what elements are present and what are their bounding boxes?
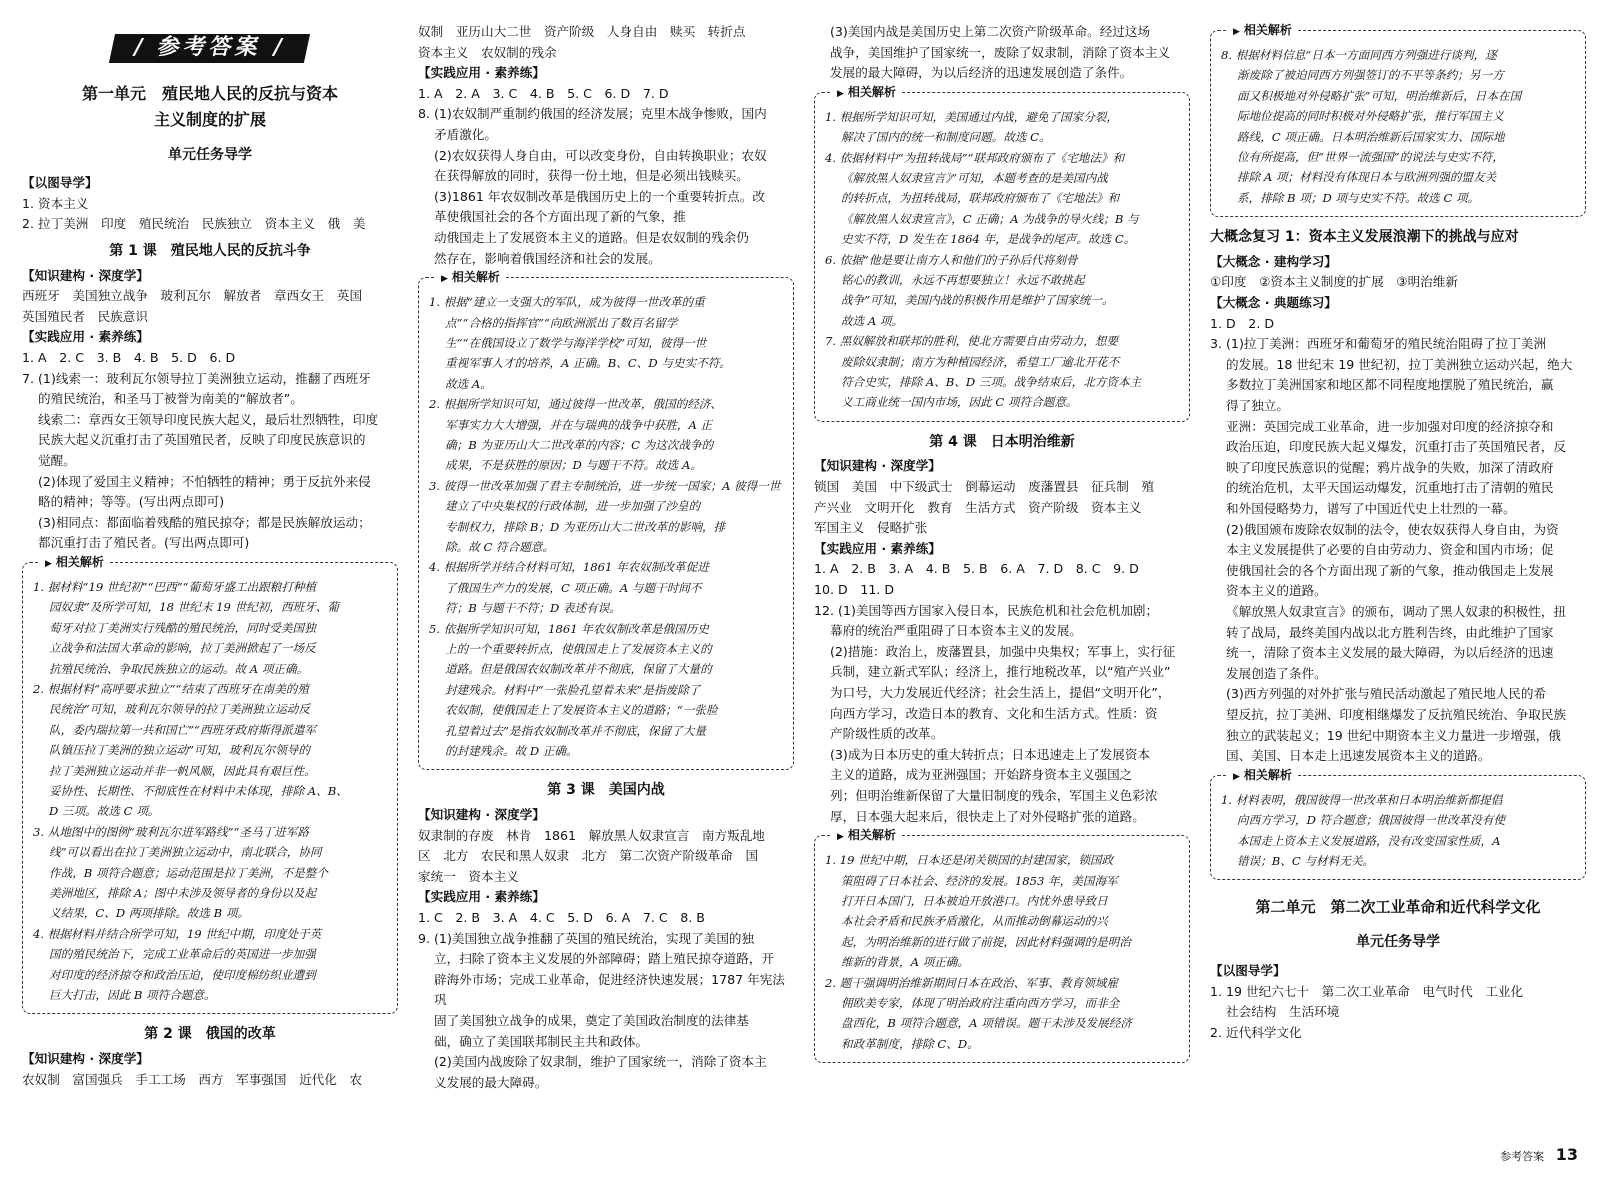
analysis-box: ▶ 相关解析 1. 材料表明，俄国彼得一世改革和日本明治维新都提倡 向西方学习，D 符合题意；俄国彼得一世改革没有使 本国走上资本主义发展道路，没有改变国家性质，A 错误；B、C 与材料无关。: [1210, 775, 1586, 881]
analysis-box: ▶ 相关解析 1. 据材料“19 世纪初”“巴西”“葡萄牙盛工出跟粮打种植 园奴隶”及所学可知，18 世纪末 19 世纪初，西班牙、葡 萄牙对拉丁美洲实行残酷的殖民统治，同时受美国独 立战争和法国大革命的影响，拉丁美洲掀起了一场反 抗殖民统治、争取民族独立的运动。故 A 项正确。 2. 根据材料“高呼要求独立”“结束了西班牙在南美的殖 民统治”可知，玻利瓦尔领导的拉丁美洲独立运动反 队，委内瑞拉第一共和国亡”“西班牙政府斯得派遣军 队镇压拉丁美洲的独立运动”可知，玻利瓦尔领导的 拉丁美洲独立运动并非一帆风顺，因此具有艰巨性。 妥协性、长期性、不彻底性在材料中未体现，排除 A、B、 D 三项。故选 C 项。 3. 从地图中的图例“玻利瓦尔进军路线”“圣马丁进军路 线”可以看出在拉丁美洲独立运动中，南北联合，协同 作战，B 项符合题意；运动范围是拉丁美洲，不是整个 美洲地区，排除 A；图中未涉及领导者的身份以及起 义结果，C、D 两项排除。故选 B 项。 4. 根据材料并结合所学可知，19 世纪中期，印度处于英 国的殖民统治下，完成工业革命后的英国进一步加强 对印度的经济掠夺和政治压迫，使印度棉纺织业遭到 巨大打击，因此 B 项符合题意。: [22, 562, 398, 1015]
section-heading: 【以图导学】: [1210, 962, 1286, 978]
unit-task-title: 单元任务导学: [1356, 934, 1440, 951]
section-heading: 【知识建构 · 深度学】: [814, 458, 941, 474]
section-heading: 【大概念 · 建构学习】: [1210, 253, 1337, 269]
section-heading: 【以图导学】: [22, 175, 98, 191]
analysis-box: ▶ 相关解析 1. 根据所学知识可知，美国通过内战，避免了国家分裂， 解决了国内的统一和制度问题。故选 C。 4. 依据材料中“为扭转战局”“联邦政府颁布了《宅地法》和 《解放黑人奴隶宣言》”可知，本题考查的是美国内战 的转折点，为扭转战局，联邦政府颁布了《宅地法》和 《解放黑人奴隶宣言》，C 正确；A 为战争的导火线；B 与 史实不符，D 发生在 1864 年，是战争的尾声。故选 C。 6. 依据“他是要让南方人和他们的子孙后代将刻骨 铭心的教训，永远不再想要独立！永远不敢挑起 战争”可知，美国内战的积极作用是维护了国家统一。 故选 A 项。 7. 黑奴解放和联邦的胜利，使北方需要自由劳动力，想要 废除奴隶制；南方为种植园经济，希望工厂逾北开花不 符合史实，排除 A、B、D 三项。战争结束后，北方资本主 义工商业统一国内市场，因此 C 项符合题意。: [814, 92, 1190, 422]
unit-title: 第二单元 第二次工业革命和近代科学文化: [1255, 898, 1541, 917]
section-heading: 【知识建构 · 深度学】: [418, 807, 545, 823]
lesson-title: 第 4 课 日本明治维新: [929, 433, 1075, 450]
column-4: ▶ 相关解析 8. 根据材料信息“日本一方面同西方列强进行谈判，逐 渐废除了被迫同西方列强签订的不平等条约；另一方 面又积极地对外侵略扩张”可知，明治维新后，日本在国 际地位提高的同时积极对外侵略扩张，推行军国主义 路线，C 项正确。日本明治维新后国家实力、国际地 位有所提高，但“世界一流强国”的说法与史实不符， 排除 A 项；材料没有体现日本与欧洲列强的盟友关 系，排除 B 项；D 项与史实不符。故选 C 项。 大概念复习 1：资本主义发展浪潮下的挑战与应对 【大概念 · 建构学习】 ①印度 ②资本主义制度的扩展 ③明治维新 【大概念 · 典题练习】 1. D 2. D 3. (1)拉丁美洲：西班牙和葡萄牙的殖民统治阻碍了拉丁美洲 的发展。18 世纪末 19 世纪初，拉丁美洲独立运动兴起，绝大 多数拉丁美洲国家和地区都不同程度地摆脱了殖民统治，赢 得了独立。 亚洲：英国完成工业革命，进一步加强对印度的经济掠夺和 政治压迫，印度民族大起义爆发，沉重打击了英国殖民者，反 映了印度民族意识的觉醒；鸦片战争的失败，加深了清政府 的统治危机，太平天国运动爆发，沉重地打击了清朝的殖民 和外国侵略势力，谱写了中国近代史上壮烈的一幕。 (2)俄国颁布废除农奴制的法令，使农奴获得人身自由，为资 本主义发展提供了必要的自由劳动力、资金和国内市场；促 使俄国社会的各个方面出现了新的气象，推动俄国走上发展 资本主义的道路。 《解放黑人奴隶宣言》的颁布，调动了黑人奴隶的积极性，扭 转了战局，最终美国内战以北方胜利告终，由此维护了国家 统一，清除了资本主义发展的最大障碍，为以后经济的迅速 发展创造了条件。 (3)西方列强的对外扩张与殖民活动激起了殖民地人民的希 望反抗，拉丁美洲、印度相继爆发了反抗殖民统治、争取民族 独立的武装起义；19 世纪中期资本主义力量进一步增强，俄 国、美国、日本走上迅速发展资本主义的道路。 ▶ 相关解析 1. 材料表明，俄国彼得一世改革和日本明治维新都提倡 向西方学习，D 符合题意；俄国彼得一世改革没有使 本国走上资本主义发展道路，没有改变国家性质，A 错误；B、C 与材料无关。 第二单元 第二次工业革命和近代科学文化 单元任务导学 【以图导学】 1. 19 世纪六七十 第二次工业革命 电气时代 工业化 社会结构 生活环境 2. 近代科学文化: [1210, 22, 1586, 1043]
column-1: / 参考答案 / 第一单元 殖民地人民的反抗与资本 主义制度的扩展 单元任务导学 【以图导学】 1. 资本主义 2. 拉丁美洲 印度 殖民统治 民族独立 资本主义 俄 美 第 1 课 殖民地人民的反抗斗争 【知识建构 · 深度学】 西班牙 美国独立战争 玻利瓦尔 解放者 章西女王 英国 英国殖民者 民族意识 【实践应用 · 素养练】 1. A 2. C 3. B 4. B 5. D 6. D 7. (1)线索一：玻利瓦尔领导拉丁美洲独立运动，推翻了西班牙 的殖民统治，和圣马丁被誉为南美的“解放者”。 线索二：章西女王领导印度民族大起义，最后壮烈牺牲，印度 民族大起义沉重打击了英国殖民者，反映了印度民族意识的 觉醒。 (2)体现了爱国主义精神；不怕牺牲的精神；勇于反抗外来侵 略的精神；等等。(写出两点即可) (3)相同点：都面临着残酷的殖民掠夺；都是民族解放运动； 都沉重打击了殖民者。(写出两点即可) ▶ 相关解析 1. 据材料“19 世纪初”“巴西”“葡萄牙盛工出跟粮打种植 园奴隶”及所学可知，18 世纪末 19 世纪初，西班牙、葡 萄牙对拉丁美洲实行残酷的殖民统治，同时受美国独 立战争和法国大革命的影响，拉丁美洲掀起了一场反 抗殖民统治、争取民族独立的运动。故 A 项正确。 2. 根据材料“高呼要求独立”“结束了西班牙在南美的殖 民统治”可知，玻利瓦尔领导的拉丁美洲独立运动反 队，委内瑞拉第一共和国亡”“西班牙政府斯得派遣军 队镇压拉丁美洲的独立运动”可知，玻利瓦尔领导的 拉丁美洲独立运动并非一帆风顺，因此具有艰巨性。 妥协性、长期性、不彻底性在材料中未体现，排除 A、B、 D 三项。故选 C 项。 3. 从地图中的图例“玻利瓦尔进军路线”“圣马丁进军路 线”可以看出在拉丁美洲独立运动中，南北联合，协同 作战，B 项符合题意；运动范围是拉丁美洲，不是整个 美洲地区，排除 A；图中未涉及领导者的身份以及起 义结果，C、D 两项排除。故选 B 项。 4. 根据材料并结合所学可知，19 世纪中期，印度处于英 国的殖民统治下，完成工业革命后的英国进一步加强 对印度的经济掠夺和政治压迫，使印度棉纺织业遭到 巨大打击，因此 B 项符合题意。 第 2 课 俄国的改革 【知识建构 · 深度学】 农奴制 富国强兵 手工工场 西方 军事强国 近代化 农: [22, 22, 398, 1090]
lesson-title: 第 3 课 美国内战: [547, 782, 665, 799]
review-title: 大概念复习 1：资本主义发展浪潮下的挑战与应对: [1210, 229, 1519, 246]
answer-banner: / 参考答案 /: [22, 34, 398, 63]
section-heading: 【知识建构 · 深度学】: [22, 1051, 149, 1066]
analysis-box: ▶ 相关解析 1. 根据“建立一支强大的军队，成为彼得一世改革的重 点”“合格的指挥官”“向欧洲派出了数百名留学 生”“在俄国设立了数学与海洋学校”可知，彼得一世 重视军事人才的培养，A 正确。B、C、D 与史实不符。 故选 A。 2. 根据所学知识可知，通过彼得一世改革，俄国的经济、 军事实力大大增强，并在与瑞典的战争中获胜，A 正 确；B 为亚历山大二世改革的内容；C 为这次战争的 成果，不是获胜的原因；D 与题干不符。故选 A。 3. 彼得一世改革加强了君主专制统治，进一步统一国家；A 彼得一世 建立了中央集权的行政体制，进一步加强了沙皇的 专制权力，排除 B；D 为亚历山大二世改革的影响，排 除。故 C 符合题意。 4. 根据所学并结合材料可知，1861 年农奴制改革促进 了俄国生产力的发展，C 项正确。A 与题干时间不 符；B 与题干不符；D 表述有误。 5. 依据所学知识可知，1861 年农奴制改革是俄国历史 上的一个重要转折点，使俄国走上了发展资本主义的 道路。但是俄国农奴制改革并不彻底，保留了大量的 封建残余。材料中“一张脸孔望着未来”是指废除了 农奴制，使俄国走上了发展资本主义的道路；“一张脸 孔望着过去”是指农奴制改革并不彻底，保留了大量 的封建残余。故 D 正确。: [418, 277, 794, 770]
column-2: 奴制 亚历山大二世 资产阶级 人身自由 赎买 转折点 资本主义 农奴制的残余 【实践应用 · 素养练】 1. A 2. A 3. C 4. B 5. C 6. D 7. D 8. (1)农奴制严重制约俄国的经济发展；克里木战争惨败，国内 矛盾激化。 (2)农奴获得人身自由，可以改变身份，自由转换职业；农奴 在获得解放的同时，获得一份土地，但是必须出钱赎买。 (3)1861 年农奴制改革是俄国历史上的一个重要转折点。改 革使俄国社会的各个方面出现了新的气象，推 动俄国走上了发展资本主义的道路。但是农奴制的残余仍 然存在，影响着俄国经济和社会的发展。 ▶ 相关解析 1. 根据“建立一支强大的军队，成为彼得一世改革的重 点”“合格的指挥官”“向欧洲派出了数百名留学 生”“在俄国设立了数学与海洋学校”可知，彼得一世 重视军事人才的培养，A 正确。B、C、D 与史实不符。 故选 A。 2. 根据所学知识可知，通过彼得一世改革，俄国的经济、 军事实力大大增强，并在与瑞典的战争中获胜，A 正 确；B 为亚历山大二世改革的内容；C 为这次战争的 成果，不是获胜的原因；D 与题干不符。故选 A。 3. 彼得一世改革加强了君主专制统治，进一步统一国家；A 彼得一世 建立了中央集权的行政体制，进一步加强了沙皇的 专制权力，排除 B；D 为亚历山大二世改革的影响，排 除。故 C 符合题意。 4. 根据所学并结合材料可知，1861 年农奴制改革促进 了俄国生产力的发展，C 项正确。A 与题干时间不 符；B 与题干不符；D 表述有误。 5. 依据所学知识可知，1861 年农奴制改革是俄国历史 上的一个重要转折点，使俄国走上了发展资本主义的 道路。但是俄国农奴制改革并不彻底，保留了大量的 封建残余。材料中“一张脸孔望着未来”是指废除了 农奴制，使俄国走上了发展资本主义的道路；“一张脸 孔望着过去”是指农奴制改革并不彻底，保留了大量 的封建残余。故 D 正确。 第 3 课 美国内战 【知识建构 · 深度学】 奴隶制的存废 林肯 1861 解放黑人奴隶宣言 南方叛乱地 区 北方 农民和黑人奴隶 北方 第二次资产阶级革命 国 家统一 资本主义 【实践应用 · 素养练】 1. C 2. B 3. A 4. C 5. D 6. A 7. C 8. B 9. (1)美国独立战争推翻了英国的殖民统治，实现了美国的独 立，扫除了资本主义发展的外部障碍；踏上殖民掠夺道路，开 辟海外市场；完成工业革命，促进经济快速发展；1787 年宪法巩 固了美国独立战争的成果，奠定了美国政治制度的法律基 础，确立了美国联邦制民主共和政体。 (2)美国内战废除了奴隶制，维护了国家统一，消除了资本主 义发展的最大障碍。: [418, 22, 794, 1093]
section-heading: 【实践应用 · 素养练】: [418, 889, 545, 905]
section-heading: 【知识建构 · 深度学】: [22, 267, 149, 283]
section-heading: 【实践应用 · 素养练】: [814, 540, 941, 556]
analysis-box: ▶ 相关解析 1. 19 世纪中期，日本还是闭关锁国的封建国家，锁国政 策阻碍了日本社会、经济的发展。1853 年，美国海军 打开日本国门，日本被迫开放港口。内忧外患导致日 本社会矛盾和民族矛盾激化，从而推动倒幕运动的兴 起，为明治维新的进行做了前提，因此材料强调的是明治 维新的背景，A 项正确。 2. 题干强调明治维新期间日本在政治、军事、教育领域雇 佣欧美专家，体现了明治政府注重向西方学习，而非全 盘西化，B 项符合题意，A 项错误。题干未涉及发展经济 和政革制度，排除 C、D。: [814, 835, 1190, 1063]
lesson-title: 第 1 课 殖民地人民的反抗斗争: [109, 242, 311, 259]
analysis-box: ▶ 相关解析 8. 根据材料信息“日本一方面同西方列强进行谈判，逐 渐废除了被迫同西方列强签订的不平等条约；另一方 面又积极地对外侵略扩张”可知，明治维新后，日本在国 际地位提高的同时积极对外侵略扩张，推行军国主义 路线，C 项正确。日本明治维新后国家实力、国际地 位有所提高，但“世界一流强国”的说法与史实不符， 排除 A 项；材料没有体现日本与欧洲列强的盟友关 系，排除 B 项；D 项与史实不符。故选 C 项。: [1210, 30, 1586, 217]
section-heading: 【实践应用 · 素养练】: [22, 329, 149, 345]
section-heading: 【大概念 · 典题练习】: [1210, 295, 1337, 311]
section-heading: 【实践应用 · 素养练】: [418, 65, 545, 81]
unit-task-title: 单元任务导学: [168, 146, 252, 163]
column-3: (3)美国内战是美国历史上第二次资产阶级革命。经过这场 战争，美国维护了国家统一，废除了奴隶制，消除了资本主义 发展的最大障碍，为以后经济的迅速发展创造了条件。 ▶ 相关解析 1. 根据所学知识可知，美国通过内战，避免了国家分裂， 解决了国内的统一和制度问题。故选 C。 4. 依据材料中“为扭转战局”“联邦政府颁布了《宅地法》和 《解放黑人奴隶宣言》”可知，本题考查的是美国内战 的转折点，为扭转战局，联邦政府颁布了《宅地法》和 《解放黑人奴隶宣言》，C 正确；A 为战争的导火线；B 与 史实不符，D 发生在 1864 年，是战争的尾声。故选 C。 6. 依据“他是要让南方人和他们的子孙后代将刻骨 铭心的教训，永远不再想要独立！永远不敢挑起 战争”可知，美国内战的积极作用是维护了国家统一。 故选 A 项。 7. 黑奴解放和联邦的胜利，使北方需要自由劳动力，想要 废除奴隶制；南方为种植园经济，希望工厂逾北开花不 符合史实，排除 A、B、D 三项。战争结束后，北方资本主 义工商业统一国内市场，因此 C 项符合题意。 第 4 课 日本明治维新 【知识建构 · 深度学】 锁国 美国 中下级武士 倒幕运动 废藩置县 征兵制 殖 产兴业 文明开化 教育 生活方式 资产阶级 资本主义 军国主义 侵略扩张 【实践应用 · 素养练】 1. A 2. B 3. A 4. B 5. B 6. A 7. D 8. C 9. D 10. D 11. D 12. (1)美国等西方国家入侵日本，民族危机和社会危机加剧； 幕府的统治严重阻碍了日本资本主义的发展。 (2)措施：政治上，废藩置县，加强中央集权；军事上，实行征 兵制，建立新式军队；经济上，推行地税改革，以“殖产兴业” 为口号，大力发展近代经济；社会生活上，提倡“文明开化”， 向西方学习，改造日本的教育、文化和生活方式。性质：资 产阶级性质的改革。 (3)成为日本历史的重大转折点；日本迅速走上了发展资本 主义的道路，成为亚洲强国；开始跻身资本主义强国之 列；但明治维新保留了大量旧制度的残余，军国主义色彩浓 厚，日本强大起来后，很快走上了对外侵略扩张的道路。 ▶ 相关解析 1. 19 世纪中期，日本还是闭关锁国的封建国家，锁国政 策阻碍了日本社会、经济的发展。1853 年，美国海军 打开日本国门，日本被迫开放港口。内忧外患导致日 本社会矛盾和民族矛盾激化，从而推动倒幕运动的兴 起，为明治维新的进行做了前提，因此材料强调的是明治 维新的背景，A 项正确。 2. 题干强调明治维新期间日本在政治、军事、教育领域雇 佣欧美专家，体现了明治政府注重向西方学习，而非全 盘西化，B 项符合题意，A 项错误。题干未涉及发展经济 和政革制度，排除 C、D。: [814, 22, 1190, 1073]
lesson-title: 第 2 课 俄国的改革: [144, 1026, 276, 1043]
page-number: 参考答案 13: [1500, 1145, 1578, 1164]
unit-title: 第一单元 殖民地人民的反抗与资本 主义制度的扩展: [81, 83, 338, 129]
footer-label: 参考答案: [1500, 1150, 1545, 1163]
